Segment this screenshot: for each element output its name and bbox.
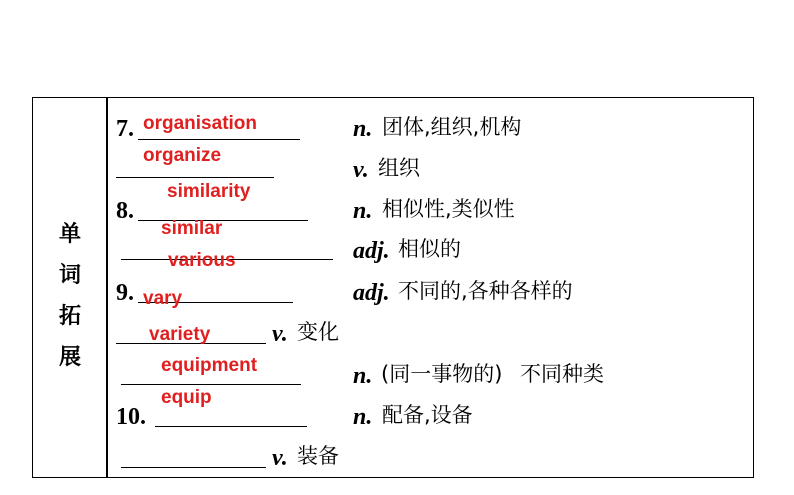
answer-text: various — [168, 250, 236, 271]
meaning-note: (同一事物的) — [381, 362, 503, 386]
part-of-speech: n. — [353, 404, 373, 430]
part-of-speech: adj. — [353, 280, 390, 306]
item-number: 7. — [116, 116, 134, 142]
answer-text: similarity — [167, 181, 251, 202]
answer-text: equipment — [161, 355, 258, 376]
part-of-speech: adj. — [353, 238, 390, 264]
part-of-speech: v. — [272, 445, 288, 471]
section-label — [52, 214, 88, 378]
column-divider — [106, 97, 108, 478]
section-label-char: 拓 — [58, 304, 81, 329]
section-label-char: 词 — [58, 263, 81, 288]
answer-text: organisation — [143, 113, 258, 134]
item-number: 8. — [116, 198, 134, 224]
answer-blank[interactable] — [121, 467, 266, 468]
meaning: 不同的,各种各样的 — [398, 279, 573, 303]
part-of-speech: n. — [353, 198, 373, 224]
section-label-char: 展 — [58, 345, 81, 370]
part-of-speech: n. — [353, 116, 373, 142]
item-number: 9. — [116, 280, 134, 306]
answer-blank[interactable] — [138, 139, 300, 140]
part-of-speech: v. — [272, 321, 288, 347]
meaning: 变化 — [297, 320, 339, 344]
answer-blank[interactable] — [155, 426, 307, 427]
meaning: 组织 — [378, 156, 420, 180]
meaning: 团体,组织,机构 — [382, 115, 522, 139]
part-of-speech: n. — [353, 363, 373, 389]
part-of-speech: v. — [353, 157, 369, 183]
meaning: 相似性,类似性 — [382, 197, 515, 221]
item-number: 10. — [116, 404, 146, 430]
section-label-char: 单 — [58, 222, 81, 247]
meaning: 配备,设备 — [382, 403, 473, 427]
answer-text: equip — [161, 387, 212, 408]
answer-text: vary — [143, 288, 183, 309]
meaning: 相似的 — [398, 237, 461, 261]
answer-blank[interactable] — [116, 177, 274, 178]
meaning: 装备 — [297, 444, 339, 468]
answer-blank[interactable] — [121, 384, 301, 385]
meaning: 不同种类 — [520, 362, 604, 386]
answer-text: variety — [149, 324, 211, 345]
answer-text: similar — [161, 218, 223, 239]
answer-text: organize — [143, 145, 222, 166]
